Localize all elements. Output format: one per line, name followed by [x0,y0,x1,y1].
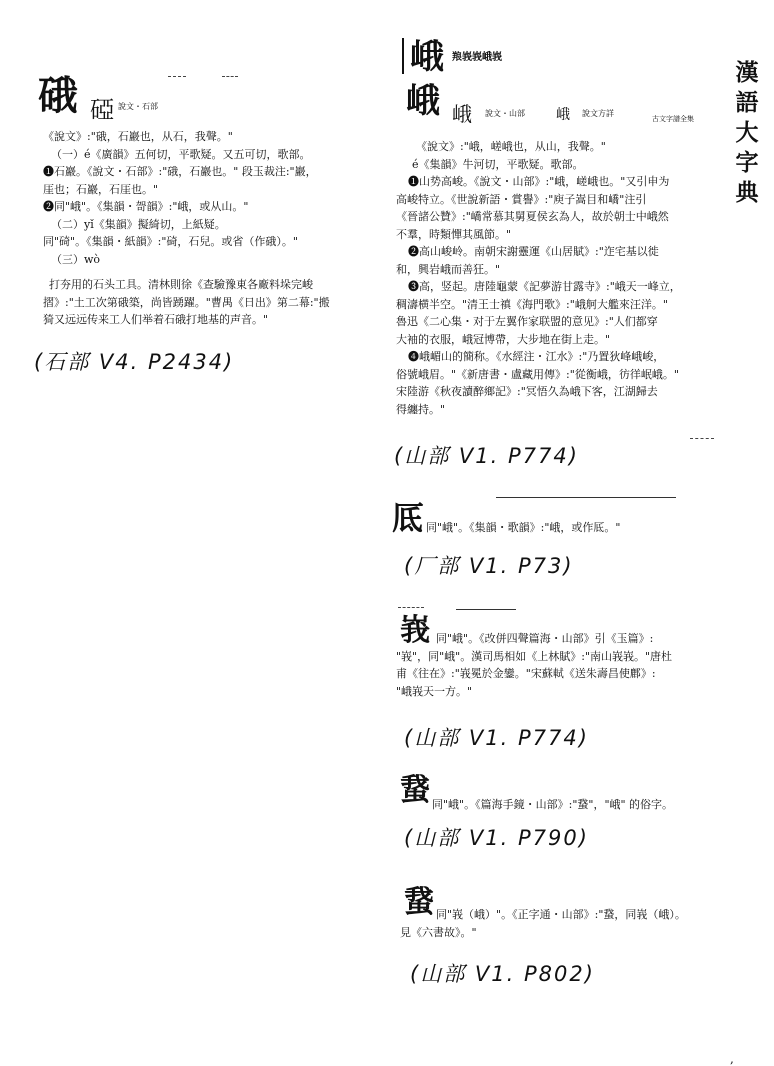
entry-line: （一）é《廣韻》五何切，平歌疑。又五可切，歌部。 [51,147,311,161]
entry-line: 《說文》:"硪，石巖也，从石，我聲。" [43,130,233,143]
entry-line: 甫《往在》:"峩冕於金鑾。"宋蘇軾《送朱壽昌使鄜》: [396,667,656,680]
entry-line: "峨峩天一方。" [396,684,473,698]
seal-character: 䃁 [90,96,114,124]
entry-text-e4 [398,906,686,941]
handwritten-note: (石部 V4. P2434) [34,350,235,374]
entry-line: 摺》:"土工次第硪築，尚皆踴躍。"曹禺《日出》第二幕:"搬 [43,295,330,309]
entry-line: 同"碕"。《集韻・紙韻》:"碕，石兒。或省（作硪）。" [43,235,298,248]
head-character-ya: 厎 [392,499,425,537]
entry-line: ❷高山峻岭。南朝宋謝靈運《山居賦》:"迮宅基以徙 [408,245,659,258]
entry-text-e3: 同"峨"。《篇海手鏡・山部》:"䖸"，"峨" 的俗字。 [432,798,674,811]
entry-line: ❶石巖。《說文・石部》:"硪，石巖也。" 段玉裁注:"巖， [43,165,317,178]
dictionary-title: 漢語大字典 [735,59,759,206]
seal-character-e: 峨 [452,102,472,126]
head-character-e: 峨 [410,37,444,77]
entry-line: é《集韻》牛河切，平歌疑。歌部。 [412,157,584,171]
seal-caption-2: 說文方詳 [582,109,614,118]
entry-line: 俗號峨眉。"《新唐書・盧藏用傳》:"從衡峨，彷徉岷峨。" [396,367,679,381]
handwritten-note-2: (厂部 V1. P73) [404,554,574,578]
dash-e-end [690,438,714,439]
handwritten-note-5: (山部 V1. P802) [410,962,595,986]
top-dash-left [168,76,186,77]
top-header-chars: 羪峩峩峨峩 [452,52,502,63]
entry-line: 大袖的衣服，峨冠博帶，大步地在街上走。" [396,332,611,346]
head-character-e2: 峩 [400,613,430,648]
entry-line: 同"峩（峨）"。《正字通・山部》:"䖸，同峩（峨）。 [436,908,686,921]
entry-line: ❹峨嵋山的簡称。《水經注・江水》:"乃置狄峰峨峻， [408,350,665,363]
entry-line: ❶山势高峻。《說文・山部》:"峨，嵯峨也。"又引申为 [408,175,670,188]
entry-line: ❷同"峨"。《集韻・哿韻》:"峨，或从山。" [43,200,249,213]
corner-mark: , [730,1052,734,1066]
entry-line: "峩"，同"峨"。漢司馬相如《上林賦》:"南山峩峩。"唐杜 [396,649,673,663]
entry-line: 厓也；石巖，石厓也。" [43,182,159,196]
entry-text-e2 [396,630,672,700]
separator-2 [456,609,516,610]
head-character: 硪 [38,72,78,119]
separator-1 [496,497,676,498]
entry-line: （二）yǐ《集韻》擬綺切，上紙疑。 [51,217,226,231]
entry-line: 《晉諸公贊》:"嶠常慕其舅夏侯玄為人，故於朝士中峨然 [396,210,669,223]
entry-line: 和，興岩峨而善狂。" [396,262,501,276]
entry-line: ❸高，竖起。唐陸龜蒙《記夢游甘露寺》:"峨天一峰立， [408,280,681,293]
seal-caption-1: 說文・山部 [485,109,525,118]
vertical-mark [402,38,404,74]
handwritten-note-3: (山部 V1. P774) [404,726,589,750]
entry-line: 《說文》:"峨，嵯峨也，从山，我聲。" [416,140,606,153]
entry-line: 不羣，時類憚其風節。" [396,227,512,241]
entry-line: （三）wò [51,252,101,266]
entry-line: 得纏持。" [396,402,446,416]
head-character-e4: 䖸 [404,885,434,920]
seal-character-e-2: 峨 [556,107,570,123]
handwritten-note-1: (山部 V1. P774) [394,444,579,468]
entry-text-ya: 同"峨"。《集韻・歌韻》:"峨，或作厎。" [426,521,621,534]
head-character-e3: 䖸 [400,773,430,808]
top-dash-left-2 [222,76,238,77]
entry-line: 猗又远远传来工人们举着石硪打地基的声音。" [43,313,269,326]
entry-line: 同"峨"。《改併四聲篇海・山部》引《玉篇》: [436,632,654,645]
entry-line: 見《六書故》。" [400,925,477,939]
handwritten-note-4: (山部 V1. P790) [404,826,589,850]
seal-caption-3: 古文字譜全集 [652,115,694,123]
entry-line: 稠濤横半空。"清王士禛《海門歌》:"峨舸大艦來汪洋。" [396,297,668,311]
separator-2a [398,607,424,608]
entry-text-left [43,128,330,329]
seal-caption: 說文・石部 [118,102,158,111]
entry-line: 魯迅《二心集・对于左翼作家联盟的意见》:"人们都穿 [396,315,658,328]
entry-line: 高峻特立。《世說新語・賞譽》:"庾子嵩目和嶠"注引 [396,192,647,206]
entry-text-e [396,138,681,418]
entry-line: 打夯用的石头工具。清林則徐《查驗豫東各廠料垛完峻 [49,278,313,291]
entry-line: 宋陸游《秋夜讀醉鄉記》:"冥悟久為峨下客，江湖歸去 [396,385,658,398]
head-character-e-2: 峨 [406,81,440,121]
